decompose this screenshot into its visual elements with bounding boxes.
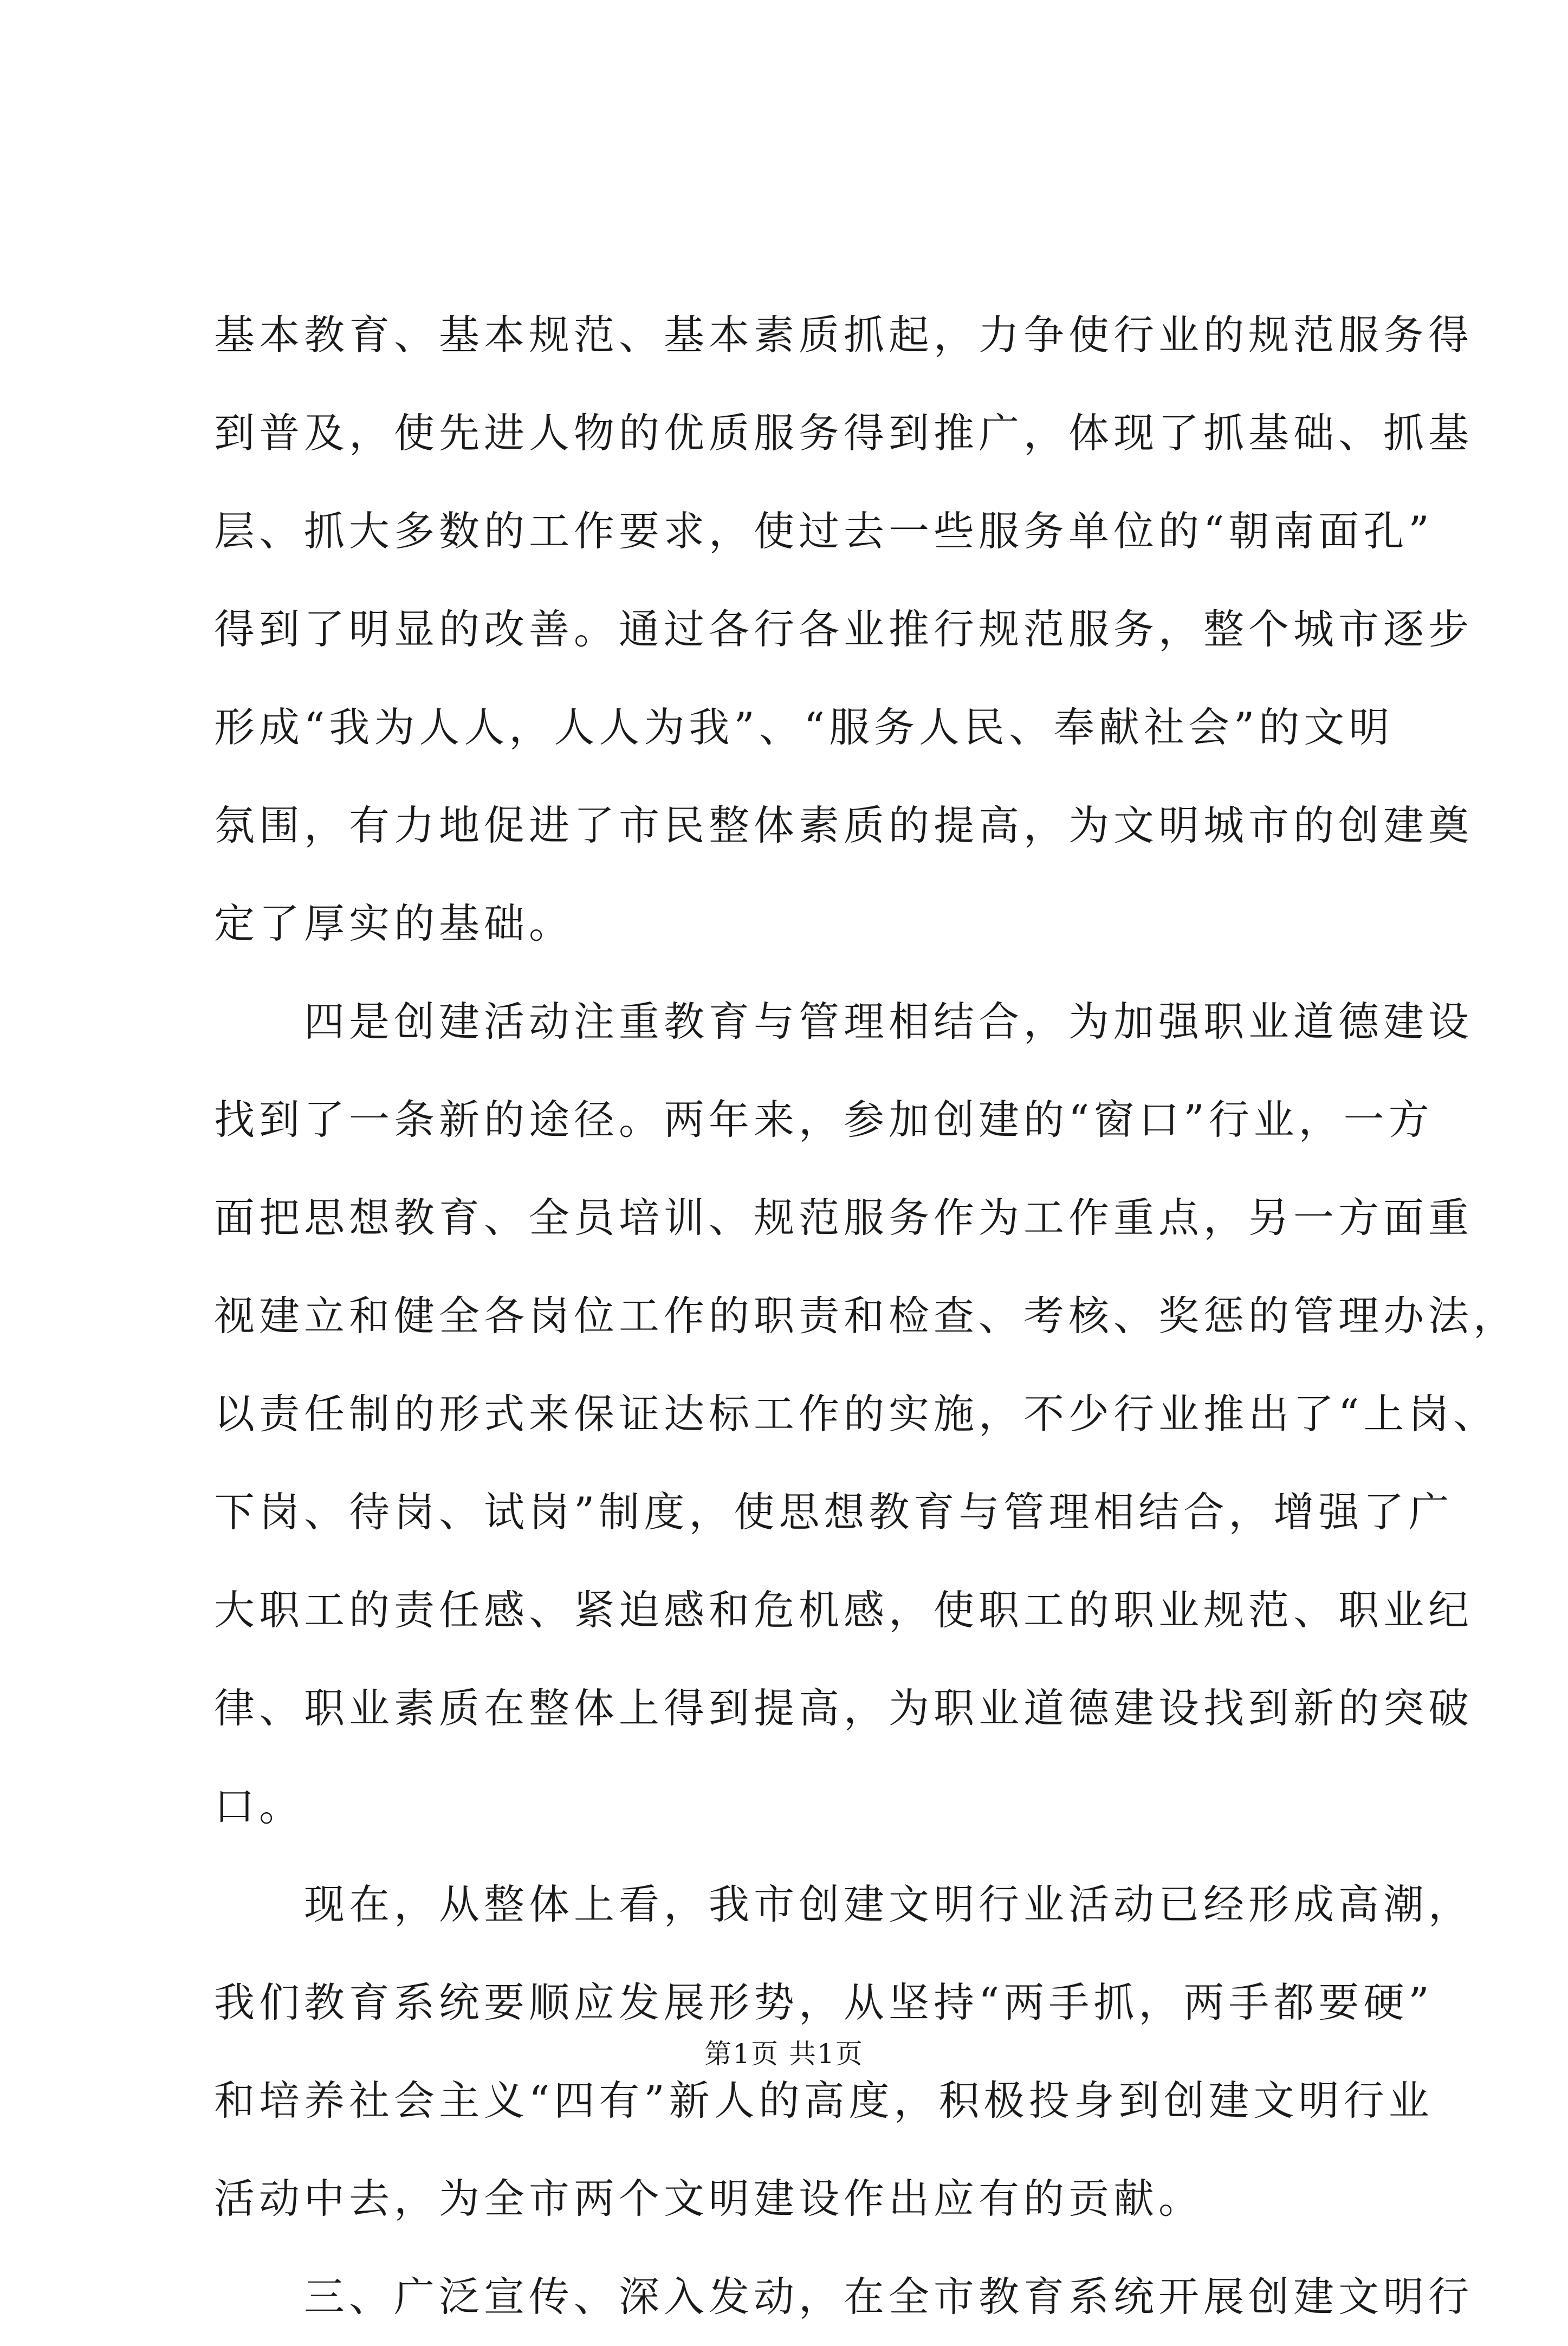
text-line: 得到了明显的改善。通过各行各业推行规范服务，整个城市逐步 [214,605,1474,653]
text-line: 律、职业素质在整体上得到提高，为职业道德建设找到新的突破 [214,1684,1474,1732]
page-footer: 第1页 共1页 [704,2038,864,2070]
text-line: 现在，从整体上看，我市创建文明行业活动已经形成高潮， [214,1880,1474,1928]
text-line: 四是创建活动注重教育与管理相结合，为加强职业道德建设 [214,998,1474,1045]
text-line: 定了厚实的基础。 [214,900,574,947]
text-line: 活动中去，为全市两个文明建设作出应有的贡献。 [214,2175,1204,2222]
text-line: 口。 [214,1782,304,1830]
text-line: 氛围，有力地促进了市民整体素质的提高，为文明城市的创建奠 [214,802,1474,849]
paragraph [214,286,1474,973]
text-line: 形成“我为人人，人人为我”、“服务人民、奉献社会”的文明 [214,703,1394,751]
text-line: 三、广泛宣传、深入发动，在全市教育系统开展创建文明行 [214,2273,1474,2321]
text-line: 层、抓大多数的工作要求，使过去一些服务单位的“朝南面孔” [214,507,1434,555]
text-line: 找到了一条新的途径。两年来，参加创建的“窗口”行业，一方 [214,1096,1434,1143]
text-line: 基本教育、基本规范、基本素质抓起，力争使行业的规范服务得 [214,311,1474,359]
paragraph [214,2248,1474,2346]
text-line: 和培养社会主义“四有”新人的高度，积极投身到创建文明行业 [214,2077,1434,2124]
text-line: 大职工的责任感、紧迫感和危机感，使职工的职业规范、职业纪 [214,1586,1474,1634]
text-line: 视建立和健全各岗位工作的职责和检查、考核、奖惩的管理办法， [214,1292,1519,1340]
text-line: 以责任制的形式来保证达标工作的实施，不少行业推出了“上岗、 [214,1390,1499,1438]
text-line: 面把思想教育、全员培训、规范服务作为工作重点，另一方面重 [214,1194,1474,1242]
text-line: 我们教育系统要顺应发展形势，从坚持“两手抓，两手都要硬” [214,1979,1434,2026]
paragraph [214,973,1519,1856]
text-line: 下岗、待岗、试岗”制度，使思想教育与管理相结合，增强了广 [214,1488,1454,1536]
document-body [214,286,1519,2346]
text-line: 到普及，使先进人物的优质服务得到推广，体现了抓基础、抓基 [214,409,1474,457]
